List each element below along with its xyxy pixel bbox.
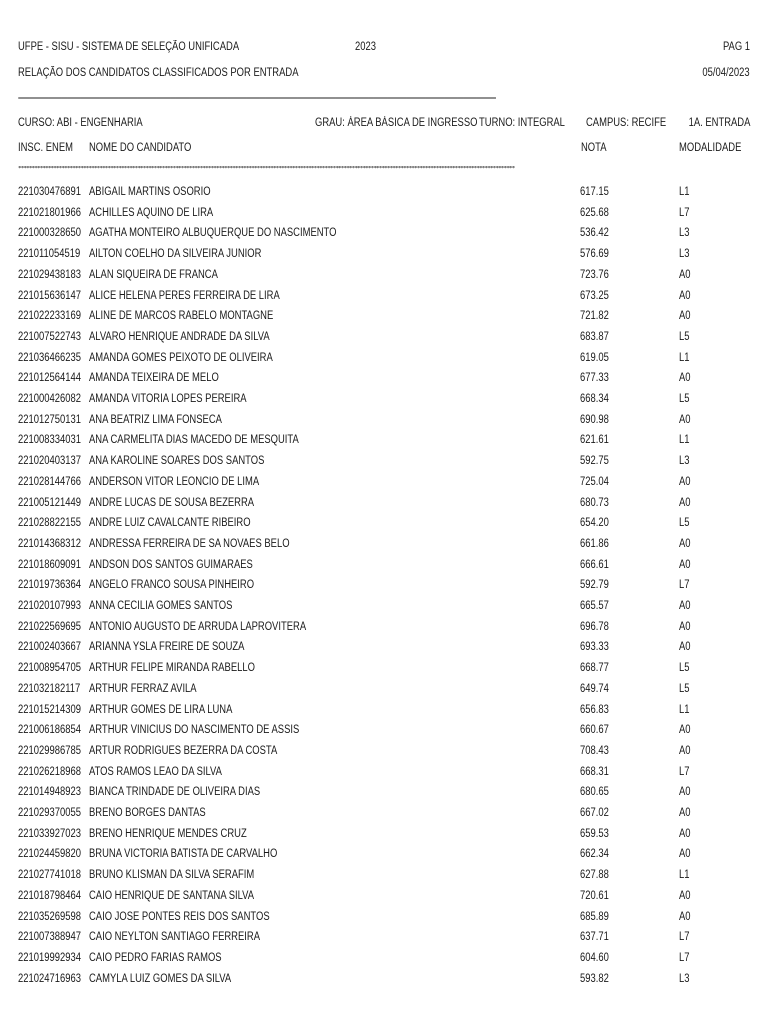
candidate-insc: 221020403137 [18,455,81,468]
table-row [0,513,768,534]
candidate-score: 723.76 [580,268,609,281]
candidate-score: 725.04 [580,475,609,488]
candidate-name: ABIGAIL MARTINS OSORIO [89,186,211,198]
candidate-score: 720.61 [580,889,609,902]
candidate-modality: L1 [679,186,690,198]
candidate-score: 708.43 [580,744,609,757]
table-row [0,658,768,679]
candidate-modality: L7 [679,765,690,778]
candidate-insc: 221015636147 [18,289,81,302]
candidate-modality: A0 [679,807,691,819]
candidate-modality: A0 [679,827,691,840]
candidate-insc: 221007388947 [18,931,81,944]
candidate-insc: 221029370055 [18,807,81,819]
equals-separator: ================================================================================================================================================================================ [18,96,496,102]
candidate-name: ANDRE LUIZ CAVALCANTE RIBEIRO [89,517,251,530]
candidate-score: 627.88 [580,869,609,882]
candidate-insc: 221022233169 [18,310,81,323]
table-row [0,410,768,431]
candidate-score: 721.82 [580,310,609,323]
table-row [0,720,768,741]
candidate-name: AMANDA GOMES PEIXOTO DE OLIVEIRA [89,351,273,364]
candidate-score: 666.61 [580,558,609,571]
candidate-score: 677.33 [580,372,609,385]
candidate-score: 690.98 [580,413,609,426]
candidate-score: 621.61 [580,434,609,447]
candidate-insc: 221007522743 [18,330,81,343]
table-row [0,741,768,762]
candidate-modality: A0 [679,475,691,488]
candidate-modality: A0 [679,537,691,550]
candidate-insc: 221026218968 [18,765,81,778]
candidate-score: 685.89 [580,910,609,923]
candidate-name: BRENO BORGES DANTAS [89,807,206,819]
candidate-modality: L7 [679,931,690,944]
candidate-insc: 221024716963 [18,972,81,985]
candidate-name: CAIO JOSE PONTES REIS DOS SANTOS [89,910,270,923]
candidate-name: AGATHA MONTEIRO ALBUQUERQUE DO NASCIMENTO [89,227,337,240]
candidate-name: ANNA CECILIA GOMES SANTOS [89,600,233,612]
header-page-number: PAG 1 [722,41,750,53]
candidate-modality: A0 [679,289,691,302]
table-row [0,824,768,845]
candidate-modality: A0 [679,496,691,509]
candidate-name: ANDRE LUCAS DE SOUSA BEZERRA [89,496,255,509]
candidate-insc: 221029986785 [18,744,81,757]
table-row [0,927,768,948]
candidate-insc: 221006186854 [18,724,81,737]
candidate-modality: A0 [679,724,691,737]
candidate-name: ANA BEATRIZ LIMA FONSECA [89,413,222,426]
table-row [0,575,768,596]
candidate-name: ALVARO HENRIQUE ANDRADE DA SILVA [89,330,270,343]
table-row [0,493,768,514]
course-name: CURSO: ABI - ENGENHARIA [18,117,143,129]
header-org: UFPE - SISU - SISTEMA DE SELEÇÃO UNIFICADA [18,41,240,53]
table-row [0,700,768,721]
candidate-insc: 221014948923 [18,786,81,799]
table-row [0,596,768,617]
candidate-score: 662.34 [580,848,609,861]
candidate-insc: 221033927023 [18,827,81,840]
candidate-name: ARTHUR VINICIUS DO NASCIMENTO DE ASSIS [89,724,300,737]
candidate-score: 656.83 [580,703,609,716]
course-campus: CAMPUS: RECIFE [586,117,667,129]
candidate-score: 668.31 [580,765,609,778]
candidate-insc: 221030476891 [18,186,81,198]
candidate-score: 667.02 [580,807,609,819]
table-row [0,182,768,203]
candidate-modality: L3 [679,248,690,261]
candidate-modality: L1 [679,703,690,716]
candidate-name: CAIO HENRIQUE DE SANTANA SILVA [89,889,255,902]
table-row [0,534,768,555]
candidate-name: ANTONIO AUGUSTO DE ARRUDA LAPROVITERA [89,620,307,633]
candidate-name: ANGELO FRANCO SOUSA PINHEIRO [89,579,255,592]
candidate-insc: 221012750131 [18,413,81,426]
column-header-modalidade: MODALIDADE [679,142,742,154]
candidate-insc: 221024459820 [18,848,81,861]
candidate-name: BRENO HENRIQUE MENDES CRUZ [89,827,247,840]
candidate-modality: L1 [679,434,690,447]
candidate-modality: A0 [679,600,691,612]
candidate-modality: L5 [679,662,690,675]
candidate-insc: 221021801966 [18,206,81,219]
candidate-modality: A0 [679,786,691,799]
candidate-score: 693.33 [580,641,609,654]
candidate-insc: 221022569695 [18,620,81,633]
candidate-score: 660.67 [580,724,609,737]
candidate-insc: 221005121449 [18,496,81,509]
report-title: RELAÇÃO DOS CANDIDATOS CLASSIFICADOS POR ENTRADA [18,67,299,79]
table-row [0,223,768,244]
candidate-modality: A0 [679,620,691,633]
column-header-nota: NOTA [581,142,607,154]
candidate-modality: L1 [679,351,690,364]
candidate-score: 625.68 [580,206,609,219]
candidate-name: BRUNA VICTORIA BATISTA DE CARVALHO [89,848,278,861]
report-date: 05/04/2023 [702,67,750,79]
candidate-score: 576.69 [580,248,609,261]
candidate-score: 680.73 [580,496,609,509]
candidate-insc: 221019992934 [18,951,81,964]
table-row [0,430,768,451]
table-row [0,265,768,286]
table-row [0,969,768,990]
course-degree: GRAU: ÁREA BÁSICA DE INGRESSO [315,117,478,129]
candidate-score: 619.05 [580,351,609,364]
table-row [0,306,768,327]
candidate-modality: L3 [679,455,690,468]
candidate-modality: A0 [679,848,691,861]
table-row [0,637,768,658]
table-row [0,886,768,907]
candidate-modality: A0 [679,558,691,571]
candidate-modality: L3 [679,227,690,240]
candidate-name: ANDRESSA FERREIRA DE SA NOVAES BELO [89,537,290,550]
course-entry: 1A. ENTRADA [688,117,750,129]
table-row [0,327,768,348]
candidate-insc: 221028822155 [18,517,81,530]
candidate-insc: 221012564144 [18,372,81,385]
candidate-modality: A0 [679,310,691,323]
candidate-insc: 221018609091 [18,558,81,571]
candidate-modality: L5 [679,517,690,530]
candidate-modality: A0 [679,889,691,902]
candidate-modality: A0 [679,268,691,281]
candidate-insc: 221029438183 [18,268,81,281]
candidate-name: ARTUR RODRIGUES BEZERRA DA COSTA [89,744,278,757]
candidate-score: 659.53 [580,827,609,840]
candidate-name: ARTHUR FELIPE MIRANDA RABELLO [89,662,255,675]
candidate-insc: 221015214309 [18,703,81,716]
candidate-score: 649.74 [580,682,609,695]
candidate-modality: L7 [679,206,690,219]
candidate-modality: L5 [679,330,690,343]
candidate-insc: 221027741018 [18,869,81,882]
candidate-name: ANDSON DOS SANTOS GUIMARAES [89,558,253,571]
candidate-modality: A0 [679,413,691,426]
candidate-name: BIANCA TRINDADE DE OLIVEIRA DIAS [89,786,261,799]
candidate-modality: L5 [679,682,690,695]
candidate-score: 683.87 [580,330,609,343]
table-row [0,679,768,700]
candidate-modality: L3 [679,972,690,985]
candidate-modality: A0 [679,910,691,923]
stars-separator: *************************************************************************************************************************************************************************************** [18,166,515,172]
candidate-name: ANDERSON VITOR LEONCIO DE LIMA [89,475,260,488]
table-row [0,865,768,886]
candidate-name: CAMYLA LUIZ GOMES DA SILVA [89,972,232,985]
candidate-name: ANA KAROLINE SOARES DOS SANTOS [89,455,265,468]
table-row [0,389,768,410]
candidate-modality: L5 [679,393,690,405]
candidate-insc: 221032182117 [18,682,81,695]
candidate-score: 592.79 [580,579,609,592]
candidate-score: 536.42 [580,227,609,240]
candidate-insc: 221020107993 [18,600,81,612]
candidate-name: ATOS RAMOS LEAO DA SILVA [89,765,222,778]
candidate-score: 696.78 [580,620,609,633]
candidate-score: 673.25 [580,289,609,302]
table-row [0,762,768,783]
table-row [0,803,768,824]
candidate-modality: L7 [679,579,690,592]
candidate-name: CAIO NEYLTON SANTIAGO FERREIRA [89,931,260,944]
column-header-insc: INSC. ENEM [18,142,74,154]
candidate-score: 661.86 [580,537,609,550]
table-row [0,286,768,307]
candidate-insc: 221028144766 [18,475,81,488]
candidate-score: 668.77 [580,662,609,675]
table-row [0,555,768,576]
candidate-insc: 221008334031 [18,434,81,447]
header-year: 2023 [355,41,376,53]
candidate-name: BRUNO KLISMAN DA SILVA SERAFIM [89,869,255,882]
candidate-insc: 221036466235 [18,351,81,364]
candidate-score: 665.57 [580,600,609,612]
candidate-name: ALINE DE MARCOS RABELO MONTAGNE [89,310,274,323]
candidate-score: 617.15 [580,186,609,198]
candidate-insc: 221014368312 [18,537,81,550]
table-row [0,472,768,493]
candidate-insc: 221000328650 [18,227,81,240]
candidate-name: AMANDA VITORIA LOPES PEREIRA [89,393,247,405]
candidate-score: 668.34 [580,393,609,405]
table-row [0,907,768,928]
candidate-score: 680.65 [580,786,609,799]
candidate-modality: L7 [679,951,690,964]
candidate-name: ARTHUR GOMES DE LIRA LUNA [89,703,233,716]
candidate-insc: 221000426082 [18,393,81,405]
table-row [0,368,768,389]
candidate-name: AILTON COELHO DA SILVEIRA JUNIOR [89,248,262,261]
table-row [0,203,768,224]
candidate-name: ACHILLES AQUINO DE LIRA [89,206,214,219]
table-row [0,782,768,803]
candidate-name: ARIANNA YSLA FREIRE DE SOUZA [89,641,245,654]
candidate-name: ALAN SIQUEIRA DE FRANCA [89,268,218,281]
candidate-score: 604.60 [580,951,609,964]
candidate-score: 654.20 [580,517,609,530]
candidate-modality: A0 [679,744,691,757]
course-shift: TURNO: INTEGRAL [479,117,565,129]
table-row [0,244,768,265]
candidate-modality: A0 [679,372,691,385]
candidate-name: ANA CARMELITA DIAS MACEDO DE MESQUITA [89,434,299,447]
table-row [0,844,768,865]
candidate-score: 593.82 [580,972,609,985]
candidate-insc: 221019736364 [18,579,81,592]
candidate-modality: A0 [679,641,691,654]
candidate-score: 592.75 [580,455,609,468]
table-row [0,451,768,472]
candidate-score: 637.71 [580,931,609,944]
candidate-insc: 221002403667 [18,641,81,654]
candidate-insc: 221011054519 [18,248,81,261]
candidate-insc: 221018798464 [18,889,81,902]
candidate-insc: 221008954705 [18,662,81,675]
candidate-name: ARTHUR FERRAZ AVILA [89,682,197,695]
table-row [0,948,768,969]
column-header-nome: NOME DO CANDIDATO [89,142,192,154]
table-row [0,617,768,638]
candidate-name: ALICE HELENA PERES FERREIRA DE LIRA [89,289,280,302]
candidate-name: CAIO PEDRO FARIAS RAMOS [89,951,222,964]
candidate-name: AMANDA TEIXEIRA DE MELO [89,372,219,385]
table-row [0,348,768,369]
candidate-insc: 221035269598 [18,910,81,923]
candidate-modality: L1 [679,869,690,882]
